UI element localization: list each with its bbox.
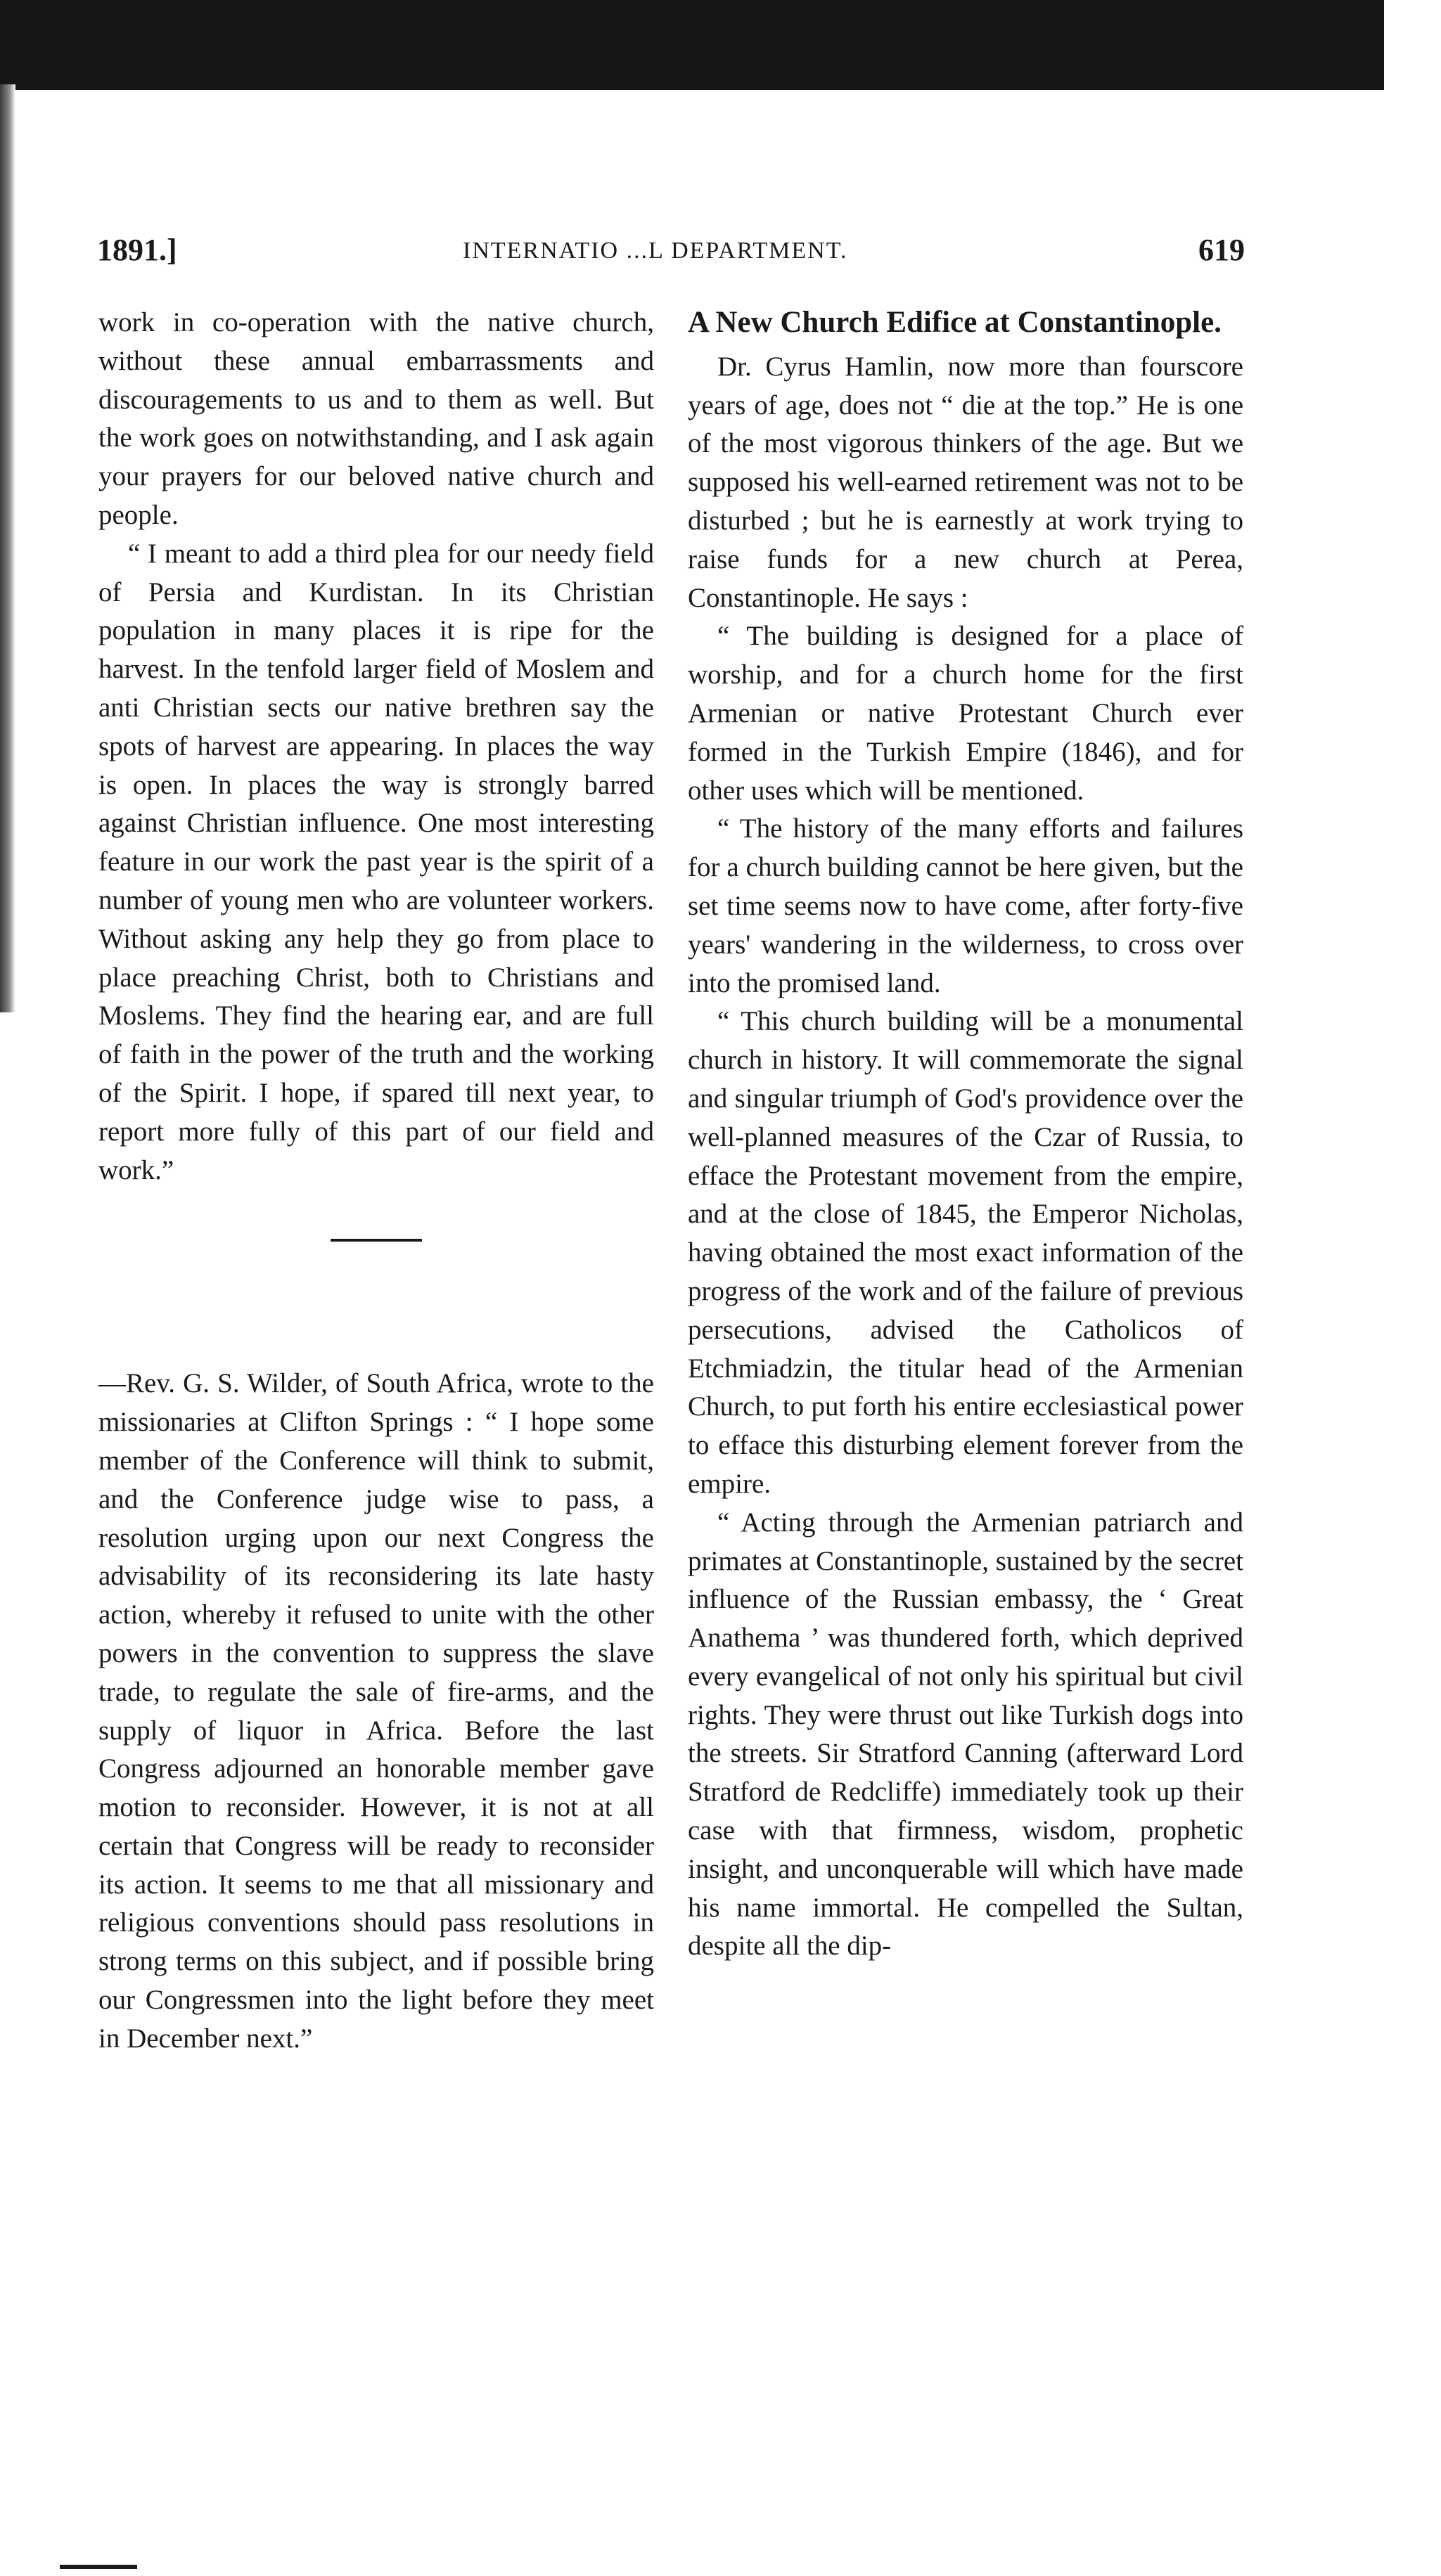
scan-top-border bbox=[0, 0, 1384, 90]
paragraph: “ The history of the many efforts and failures for a church building cannot be here given, but the set time seems now to have come, after forty-five years' wandering in the wilderness, to cross over into the promised land. bbox=[688, 813, 1243, 998]
scan-left-edge bbox=[0, 84, 15, 1012]
scan-footer-mark bbox=[60, 2565, 137, 2569]
running-header bbox=[97, 232, 1245, 274]
paragraph: Dr. Cyrus Hamlin, now more than fourscore years of age, does not “ die at the top.” He is one of the most vigorous thinkers of the age. But we supposed his well-earned retirement was not to be disturbed ; but he is earnestly at work trying to raise funds for a new church at Perea, Constantinople. He says : bbox=[688, 351, 1243, 613]
left-column bbox=[98, 304, 654, 2059]
article-heading: A New Church Edifice at Constantinople. bbox=[688, 306, 1222, 339]
paragraph: —Rev. G. S. Wilder, of South Africa, wrote to the missionaries at Clifton Springs : “ I hope some member of the Conference will think to submit, and the Conference judge wise to pass, a resolution urging upon our next Congress the advisability of its reconsidering its late hasty action, whereby it refused to unite with the other powers in the convention to suppress the slave trade, to regulate the sale of fire-arms, and the supply of liquor in Africa. Before the last Congress adjourned an honorable member gave motion to reconsider. However, it is not at all certain that Congress will be ready to reconsider its action. It seems to me that all missionary and religious conventions should pass resolutions in strong terms on this subject, and if possible bring our Congressmen into the light before they meet in December next.” bbox=[98, 1368, 654, 2054]
paragraph: work in co-operation with the native church, without these annual embarrassments and discouragements to us and to them as well. But the work goes on notwithstanding, and I ask again your prayers for our beloved native church and people. bbox=[98, 307, 654, 530]
header-title: INTERNATIO ...L DEPARTMENT. bbox=[463, 238, 848, 264]
paragraph: “ Acting through the Armenian patriarch and primates at Constantinople, sustained by the secret influence of the Russian embassy, the ‘ Great Anathema ’ was thundered forth, which deprived every evangelical of not only his spiritual but civil rights. They were thrust out like Turkish dogs into the streets. Sir Stratford Canning (afterward Lord Stratford de Redcliffe) immediately took up their case with that firmness, wisdom, prophetic insight, and unconquerable will which have made his name immortal. He compelled the Sultan, despite all the dip- bbox=[688, 1507, 1243, 1962]
page-number: 619 bbox=[1198, 233, 1245, 267]
section-divider bbox=[331, 1239, 422, 1242]
paragraph: “ The building is designed for a place of worship, and for a church home for the first Armenian or native Protestant Church ever formed in the Turkish Empire (1846), and for other uses which will be mentioned. bbox=[688, 621, 1243, 806]
header-year: 1891.] bbox=[97, 233, 177, 267]
right-column bbox=[688, 304, 1243, 1966]
paragraph: “ I meant to add a third plea for our needy field of Persia and Kurdistan. In its Christian population in many places it is ripe for the harvest. In the tenfold larger field of Moslem and anti Christian sects our native brethren say the spots of harvest are appearing. In places the way is open. In places the way is strongly barred against Christian influence. One most interesting feature in our work the past year is the spirit of a number of young men who are volunteer workers. Without asking any help they go from place to place preaching Christ, both to Christians and Moslems. They find the hearing ear, and are full of faith in the power of the truth and the working of the Spirit. I hope, if spared till next year, to report more fully of this part of our field and work.” bbox=[98, 538, 654, 1185]
paragraph: “ This church building will be a monumental church in history. It will commemorate the signal and singular triumph of God's providence over the well-planned measures of the Czar of Russia, to efface the Protestant movement from the empire, and at the close of 1845, the Emperor Nicholas, having obtained the most exact information of the progress of the work and of the failure of previous persecutions, advised the Catholicos of Etchmiadzin, the titular head of the Armenian Church, to put forth his entire ecclesiastical power to efface this disturbing element forever from the empire. bbox=[688, 1006, 1243, 1499]
